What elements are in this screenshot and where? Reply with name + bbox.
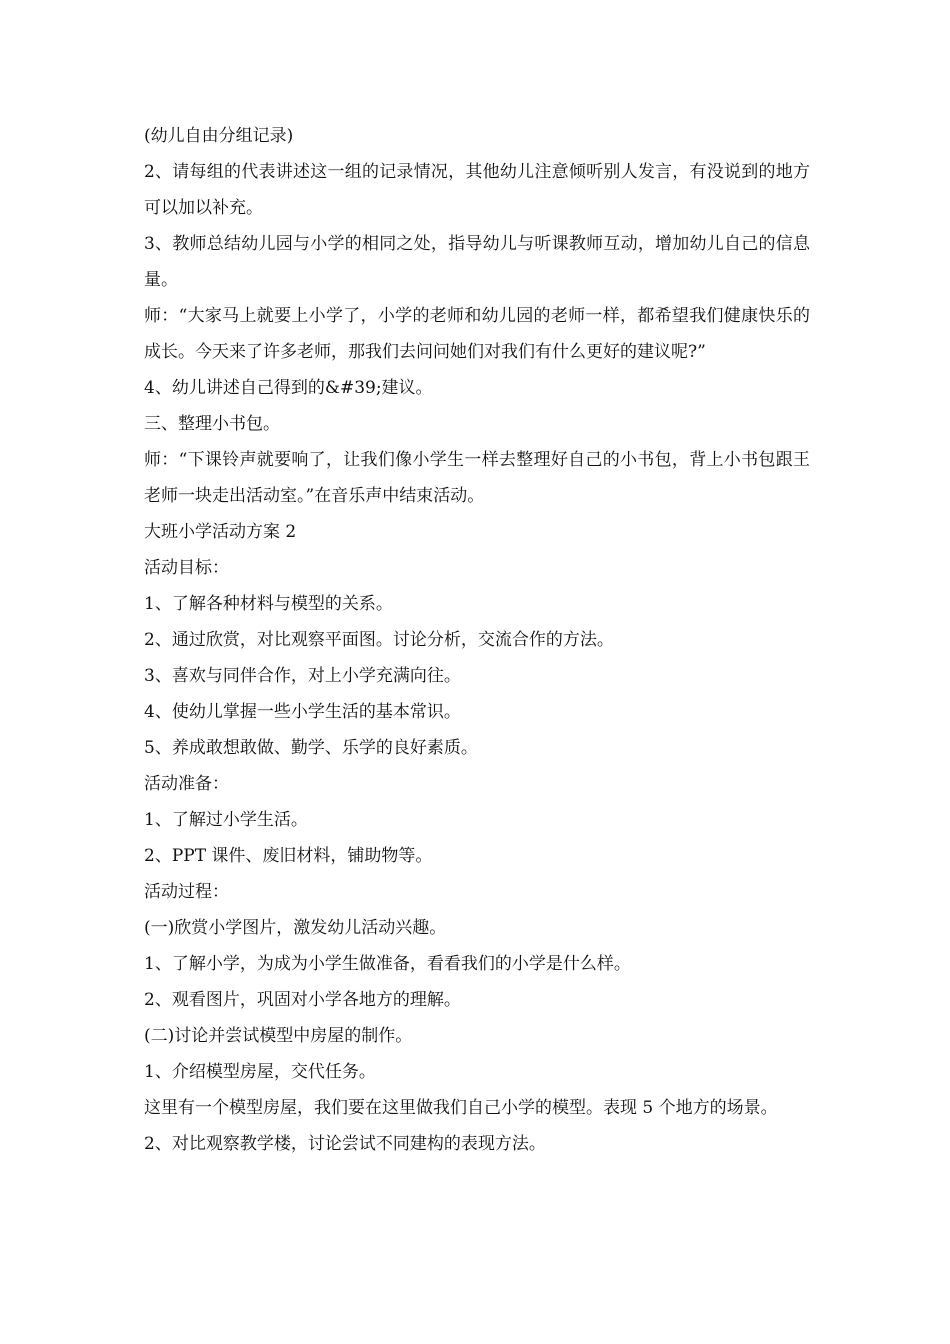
list-item: 5、养成敢想敢做、勤学、乐学的良好素质。 xyxy=(144,738,478,758)
paragraph: (幼儿自由分组记录) xyxy=(144,126,294,146)
list-item: 2、对比观察教学楼，讨论尝试不同建构的表现方法。 xyxy=(144,1134,546,1154)
paragraph: 这里有一个模型房屋，我们要在这里做我们自己小学的模型。表现 5 个地方的场景。 xyxy=(144,1098,778,1118)
section-heading: 活动过程： xyxy=(144,882,229,902)
section-heading: 活动目标： xyxy=(144,558,229,578)
list-item: 3、喜欢与同伴合作，对上小学充满向往。 xyxy=(144,666,461,686)
paragraph: 4、幼儿讲述自己得到的&#39;建议。 xyxy=(144,378,433,398)
list-item: 4、使幼儿掌握一些小学生活的基本常识。 xyxy=(144,702,461,722)
list-item: 1、了解小学，为成为小学生做准备，看看我们的小学是什么样。 xyxy=(144,954,631,974)
list-item: 1、了解各种材料与模型的关系。 xyxy=(144,594,393,614)
paragraph: 3、教师总结幼儿园与小学的相同之处，指导幼儿与听课教师互动，增加幼儿自己的信息量。 xyxy=(144,234,810,290)
list-item: 2、观看图片，巩固对小学各地方的理解。 xyxy=(144,990,461,1010)
section-heading: 活动准备： xyxy=(144,774,229,794)
list-item: 2、PPT 课件、废旧材料，铺助物等。 xyxy=(144,846,433,866)
list-item: 2、通过欣赏，对比观察平面图。讨论分析，交流合作的方法。 xyxy=(144,630,614,650)
section-title: 大班小学活动方案 2 xyxy=(144,522,297,542)
subsection-heading: (二)讨论并尝试模型中房屋的制作。 xyxy=(144,1026,413,1046)
list-item: 1、介绍模型房屋，交代任务。 xyxy=(144,1062,376,1082)
paragraph: 师：“下课铃声就要响了，让我们像小学生一样去整理好自己的小书包，背上小书包跟王老师一块走出活动室。”在音乐声中结束活动。 xyxy=(144,450,810,506)
paragraph: 2、请每组的代表讲述这一组的记录情况，其他幼儿注意倾听别人发言，有没说到的地方可以加以补充。 xyxy=(144,162,810,218)
paragraph: 师：“大家马上就要上小学了，小学的老师和幼儿园的老师一样，都希望我们健康快乐的成长。今天来了许多老师，那我们去问问她们对我们有什么更好的建议呢?” xyxy=(144,306,810,362)
document-page xyxy=(144,118,810,1162)
section-heading: 三、整理小书包。 xyxy=(144,414,280,434)
list-item: 1、了解过小学生活。 xyxy=(144,810,308,830)
subsection-heading: (一)欣赏小学图片，激发幼儿活动兴趣。 xyxy=(144,918,447,938)
